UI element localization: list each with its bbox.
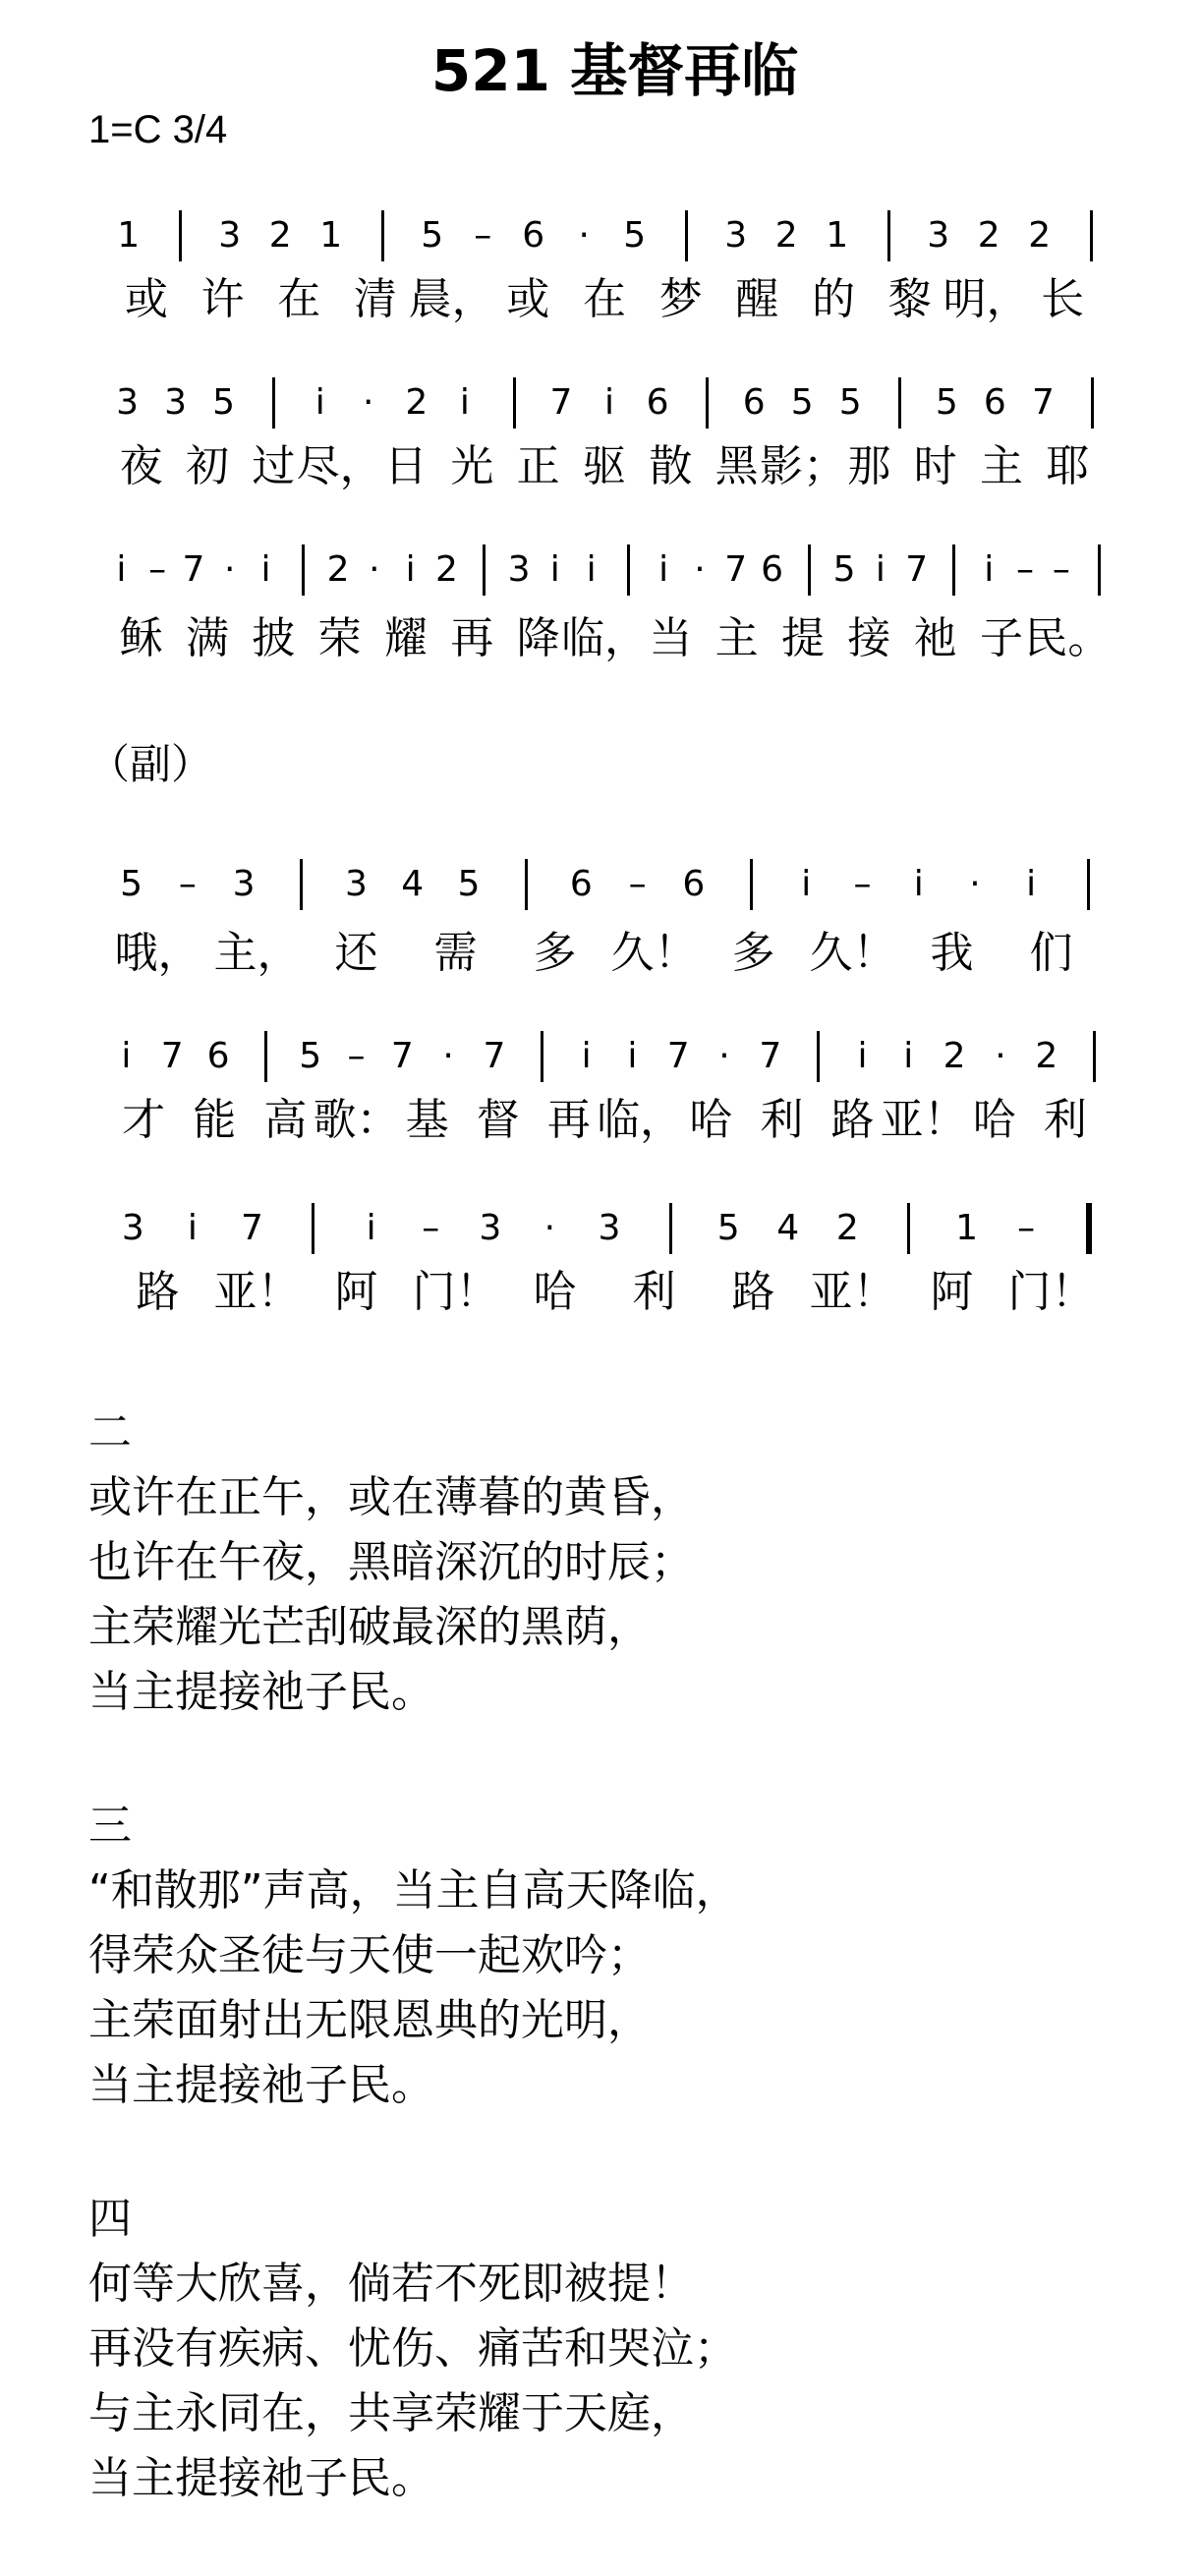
lyric-syllable: 许 xyxy=(200,274,245,324)
barline xyxy=(1090,210,1093,261)
lyric-syllable: 督 xyxy=(476,1095,520,1145)
lyric-syllable: 梦 xyxy=(658,274,703,324)
lyric-syllable: 那 xyxy=(847,441,891,491)
note: 6 xyxy=(522,215,545,256)
note: – xyxy=(474,215,492,256)
lyric-syllable: 接 xyxy=(847,613,891,663)
note: 5 xyxy=(212,382,236,423)
notation-row xyxy=(88,373,1120,432)
note: i xyxy=(658,549,669,590)
note: – xyxy=(853,864,872,904)
lyric-syllable: 们 xyxy=(1029,928,1073,978)
verse-line: 当主提接祂子民。 xyxy=(88,2453,434,2503)
lyric-syllable: 基 xyxy=(405,1095,449,1145)
lyric-syllable: 主 xyxy=(980,441,1023,491)
verse-line: 主荣面射出无限恩典的光明， xyxy=(88,1995,651,2045)
note: 3 xyxy=(927,215,950,256)
note: 3 xyxy=(479,1208,502,1248)
lyric-syllable: 阿 xyxy=(334,1267,378,1317)
lyric-syllable: 或 xyxy=(124,274,168,324)
lyric-syllable: 久！ xyxy=(610,928,698,978)
note: 3 xyxy=(232,864,256,904)
barline xyxy=(706,377,709,429)
lyric-syllable: 多 xyxy=(731,928,775,978)
note: – xyxy=(1016,549,1035,590)
lyric-row xyxy=(88,609,1120,668)
verse-line: 何等大欣喜，倘若不死即被提！ xyxy=(88,2259,694,2309)
lyric-row xyxy=(88,437,1120,496)
note: i xyxy=(984,549,995,590)
note: – xyxy=(148,549,167,590)
note: – xyxy=(178,864,197,904)
lyric-syllable: 还 xyxy=(334,928,378,978)
lyric-syllable: 久！ xyxy=(809,928,896,978)
note: 3 xyxy=(121,1208,144,1248)
note: · xyxy=(363,382,374,423)
note: – xyxy=(422,1208,440,1248)
barline xyxy=(887,210,890,261)
barline xyxy=(898,377,901,429)
lyric-syllable: 的 xyxy=(812,274,856,324)
barline xyxy=(541,1031,543,1082)
note: i xyxy=(603,382,615,423)
note: 1 xyxy=(117,215,141,256)
note: · xyxy=(578,215,590,256)
note: i xyxy=(260,549,271,590)
note: i xyxy=(913,864,924,904)
lyric-syllable: 哈 xyxy=(689,1095,733,1145)
note: 5 xyxy=(457,864,481,904)
lyric-syllable: 主 xyxy=(714,613,759,663)
note: 2 xyxy=(774,215,798,256)
barline xyxy=(685,210,688,261)
verse-number: 二 xyxy=(88,1407,132,1458)
verse-number: 三 xyxy=(88,1801,132,1851)
lyric-syllable: 亚！ xyxy=(213,1267,301,1317)
lyric-syllable: 路 xyxy=(731,1267,775,1317)
verse-line: “和散那”声高，当主自高天降临， xyxy=(88,1865,739,1916)
note: i xyxy=(314,382,325,423)
note: 7 xyxy=(905,549,929,590)
barline xyxy=(1087,859,1090,910)
note: 7 xyxy=(241,1208,263,1248)
barline xyxy=(1091,377,1094,429)
lyric-syllable: 荣 xyxy=(317,613,362,663)
lyric-syllable: 耶 xyxy=(1046,441,1090,491)
note: 6 xyxy=(682,864,706,904)
notation-row xyxy=(88,541,1120,600)
barline xyxy=(808,544,811,596)
notation-row xyxy=(88,855,1120,914)
barline xyxy=(1098,544,1101,596)
verse-number: 四 xyxy=(88,2194,132,2244)
verse-line: 再没有疾病、忧伤、痛苦和哭泣； xyxy=(88,2323,737,2374)
note: 5 xyxy=(838,382,862,423)
note: · xyxy=(369,549,380,590)
note: 3 xyxy=(507,549,531,590)
lyric-syllable: 尽， xyxy=(296,441,383,491)
note: 2 xyxy=(268,215,292,256)
lyric-row xyxy=(88,924,1120,983)
note: i xyxy=(627,1036,638,1076)
note: 5 xyxy=(935,382,958,423)
lyric-syllable: 日 xyxy=(384,441,428,491)
lyric-syllable: 时 xyxy=(913,441,957,491)
note: i xyxy=(116,549,127,590)
barline xyxy=(952,544,955,596)
note: 5 xyxy=(716,1208,740,1248)
lyric-syllable: 长 xyxy=(1041,274,1085,324)
note: i xyxy=(405,549,416,590)
note: 7 xyxy=(666,1036,690,1076)
key-signature: 1=C 3/4 xyxy=(88,108,228,151)
notation-row xyxy=(88,206,1120,265)
lyric-syllable: 路 xyxy=(830,1095,875,1145)
note: 2 xyxy=(1035,1036,1058,1076)
lyric-row xyxy=(88,1091,1120,1150)
barline xyxy=(312,1203,314,1254)
note: i xyxy=(459,382,470,423)
lyric-syllable: 影； xyxy=(760,441,846,491)
barline xyxy=(1093,1031,1096,1082)
note: i xyxy=(366,1208,376,1248)
lyric-syllable: 子 xyxy=(980,613,1023,663)
note: 7 xyxy=(549,382,573,423)
lyric-syllable: 晨， xyxy=(408,274,495,324)
lyric-syllable: 清 xyxy=(353,274,397,324)
verse-line: 与主永同在，共享荣耀于天庭， xyxy=(88,2388,694,2438)
note: 3 xyxy=(598,1208,621,1248)
note: 3 xyxy=(724,215,748,256)
note: i xyxy=(586,549,597,590)
lyric-syllable: 耀 xyxy=(384,613,428,663)
note: · xyxy=(442,1036,454,1076)
hymn-title: 521 基督再临 xyxy=(430,37,799,104)
note: · xyxy=(718,1036,730,1076)
note: – xyxy=(1017,1208,1036,1248)
lyric-syllable: 亚！ xyxy=(880,1095,967,1145)
barline xyxy=(669,1203,672,1254)
note: 7 xyxy=(160,1036,184,1076)
lyric-syllable: 阿 xyxy=(930,1267,974,1317)
lyric-syllable: 再 xyxy=(450,613,494,663)
lyric-syllable: 正 xyxy=(516,441,560,491)
note: 6 xyxy=(983,382,1006,423)
note: 3 xyxy=(116,382,139,423)
note: 6 xyxy=(206,1036,230,1076)
lyric-syllable: 满 xyxy=(186,613,229,663)
lyric-syllable: 利 xyxy=(1043,1095,1087,1145)
lyric-syllable: 门！ xyxy=(1007,1267,1095,1317)
note: · xyxy=(543,1208,556,1248)
barline xyxy=(264,1031,267,1082)
chorus-label: （副） xyxy=(88,740,213,788)
barline xyxy=(300,859,303,910)
barline xyxy=(302,544,305,596)
note: 5 xyxy=(120,864,143,904)
verse-block xyxy=(88,2187,737,2511)
final-barline xyxy=(1086,1203,1092,1254)
note: i xyxy=(875,549,886,590)
verse-line: 也许在午夜，黑暗深沉的时辰； xyxy=(88,1537,694,1587)
lyric-syllable: 哈 xyxy=(972,1095,1016,1145)
lyric-syllable: 夜 xyxy=(119,441,163,491)
note: 2 xyxy=(943,1036,966,1076)
lyric-syllable: 黑 xyxy=(714,441,759,491)
note: i xyxy=(187,1208,198,1248)
verse-block xyxy=(88,1794,739,2118)
verse-line: 得荣众圣徒与天使一起欢吟； xyxy=(88,1930,651,1980)
note: 2 xyxy=(435,549,458,590)
note: · xyxy=(694,549,706,590)
lyric-syllable: 或 xyxy=(506,274,550,324)
note: 5 xyxy=(790,382,814,423)
note: 7 xyxy=(1031,382,1055,423)
note: 6 xyxy=(742,382,766,423)
lyric-syllable: 路 xyxy=(136,1267,180,1317)
lyric-syllable: 披 xyxy=(252,613,296,663)
lyric-syllable: 醒 xyxy=(735,274,779,324)
lyric-syllable: 民。 xyxy=(1024,613,1112,663)
notation-row xyxy=(88,1027,1120,1086)
lyric-syllable: 驱 xyxy=(583,441,626,491)
lyric-syllable: 亚！ xyxy=(809,1267,896,1317)
note: 4 xyxy=(776,1208,800,1248)
barline xyxy=(179,210,182,261)
lyric-syllable: 能 xyxy=(193,1095,237,1145)
lyric-syllable: 才 xyxy=(122,1095,166,1145)
note: – xyxy=(628,864,647,904)
lyric-syllable: 散 xyxy=(649,441,693,491)
verse-line: 当主提接祂子民。 xyxy=(88,1667,434,1717)
lyric-syllable: 提 xyxy=(781,613,825,663)
lyric-syllable: 在 xyxy=(583,274,626,324)
verse-line: 或许在正午，或在薄暮的黄昏， xyxy=(88,1472,694,1522)
lyric-syllable: 哈 xyxy=(533,1267,577,1317)
lyric-syllable: 高 xyxy=(263,1095,308,1145)
note: 5 xyxy=(299,1036,322,1076)
note: 2 xyxy=(835,1208,859,1248)
note: 3 xyxy=(345,864,368,904)
barline xyxy=(513,377,516,429)
lyric-syllable: 我 xyxy=(930,928,974,978)
lyric-row xyxy=(88,1263,1120,1322)
lyric-syllable: 利 xyxy=(760,1095,804,1145)
lyric-syllable: 光 xyxy=(450,441,494,491)
lyric-syllable: 稣 xyxy=(119,613,163,663)
lyric-row xyxy=(88,270,1120,329)
lyric-syllable: 初 xyxy=(186,441,229,491)
note: – xyxy=(347,1036,366,1076)
lyric-syllable: 门！ xyxy=(412,1267,499,1317)
note: i xyxy=(1026,864,1037,904)
lyric-syllable: 当 xyxy=(649,613,693,663)
note: i xyxy=(581,1036,592,1076)
note: · xyxy=(224,549,236,590)
lyric-syllable: 利 xyxy=(632,1267,676,1317)
note: 6 xyxy=(646,382,669,423)
note: 1 xyxy=(319,215,343,256)
note: i xyxy=(801,864,812,904)
lyric-syllable: 临， xyxy=(597,1095,684,1145)
note: 6 xyxy=(761,549,783,590)
lyric-syllable: 在 xyxy=(277,274,321,324)
note: i xyxy=(549,549,560,590)
note: 2 xyxy=(326,549,350,590)
barline xyxy=(272,377,275,429)
note: 2 xyxy=(1028,215,1052,256)
barline xyxy=(381,210,384,261)
barline xyxy=(750,859,753,910)
lyric-syllable: 再 xyxy=(546,1095,591,1145)
lyric-syllable: 临， xyxy=(561,613,648,663)
note: 7 xyxy=(759,1036,782,1076)
lyric-syllable: 祂 xyxy=(913,613,957,663)
notation-row xyxy=(88,1199,1120,1258)
barline xyxy=(627,544,630,596)
note: 3 xyxy=(164,382,188,423)
note: i xyxy=(903,1036,914,1076)
note: 4 xyxy=(401,864,425,904)
note: 7 xyxy=(724,549,748,590)
lyric-syllable: 主， xyxy=(213,928,301,978)
note: 7 xyxy=(483,1036,506,1076)
verse-line: 主荣耀光芒刮破最深的黑荫， xyxy=(88,1602,651,1652)
note: 2 xyxy=(977,215,1000,256)
note: i xyxy=(121,1036,132,1076)
note: – xyxy=(1052,549,1070,590)
lyric-syllable: 多 xyxy=(533,928,577,978)
barline xyxy=(817,1031,820,1082)
note: i xyxy=(857,1036,868,1076)
lyric-syllable: 过 xyxy=(252,441,296,491)
note: 5 xyxy=(421,215,444,256)
lyric-syllable: 哦， xyxy=(114,928,201,978)
lyric-syllable: 歌： xyxy=(313,1095,400,1145)
note: 5 xyxy=(623,215,647,256)
note: 7 xyxy=(182,549,205,590)
note: · xyxy=(969,864,981,904)
note: 1 xyxy=(955,1208,978,1248)
barline xyxy=(907,1203,910,1254)
lyric-syllable: 降 xyxy=(516,613,560,663)
note: 5 xyxy=(832,549,856,590)
note: · xyxy=(995,1036,1006,1076)
verse-line: 当主提接祂子民。 xyxy=(88,2060,434,2110)
note: 6 xyxy=(569,864,593,904)
note: 3 xyxy=(218,215,242,256)
note: 1 xyxy=(826,215,849,256)
lyric-syllable: 黎 xyxy=(887,274,932,324)
note: 2 xyxy=(405,382,429,423)
note: 7 xyxy=(390,1036,414,1076)
verse-block xyxy=(88,1401,694,1725)
lyric-syllable: 明， xyxy=(943,274,1030,324)
barline xyxy=(525,859,528,910)
lyric-syllable: 需 xyxy=(433,928,478,978)
barline xyxy=(483,544,486,596)
